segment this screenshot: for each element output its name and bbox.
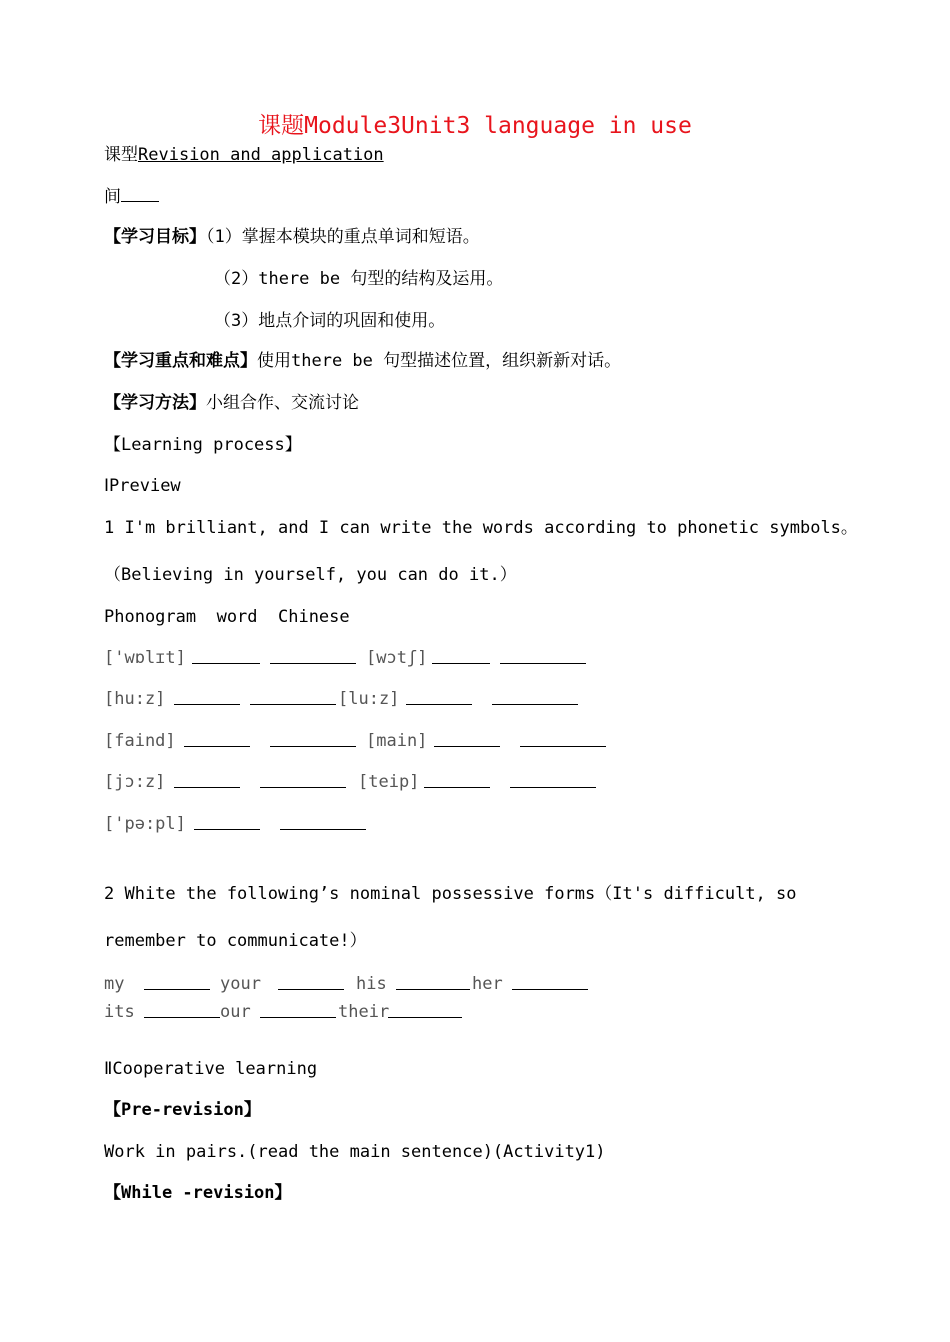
- while-revision-heading: 【While -revision】: [104, 1183, 292, 1203]
- word-blank[interactable]: [174, 688, 240, 705]
- chinese-blank[interactable]: [500, 647, 586, 664]
- phonetic-row-4: [104, 771, 824, 793]
- phonetic-4: [lu:z]: [338, 689, 400, 709]
- phonetic-row-5: [104, 813, 824, 835]
- page-title: 课题Module3Unit3 language in use: [258, 113, 692, 139]
- pronoun-my: my: [104, 974, 125, 994]
- pronoun-your: your: [220, 974, 261, 994]
- chinese-blank[interactable]: [510, 771, 596, 788]
- chinese-blank[interactable]: [520, 730, 606, 747]
- objective-item-2: （2）there be 句型的结构及运用。: [214, 269, 504, 289]
- pronoun-blank[interactable]: [144, 973, 210, 990]
- pronoun-our: our: [220, 1002, 251, 1022]
- key-points-line: [104, 350, 621, 372]
- task1-line2: （Believing in yourself, you can do it.）: [104, 565, 517, 585]
- time-label: 间: [104, 187, 121, 207]
- table-header: Phonogram word Chinese: [104, 607, 350, 627]
- word-blank[interactable]: [434, 730, 500, 747]
- pronoun-row-2: [104, 1001, 824, 1023]
- phonetic-1: ['wɒlɪt]: [104, 648, 186, 668]
- word-blank[interactable]: [432, 647, 490, 664]
- pronoun-their: their: [338, 1002, 390, 1022]
- objectives-label: 【学习目标】: [104, 227, 206, 247]
- pronoun-her: her: [472, 974, 503, 994]
- method-line: [104, 392, 359, 414]
- pronoun-blank[interactable]: [260, 1001, 336, 1018]
- chinese-blank[interactable]: [260, 771, 346, 788]
- word-blank[interactable]: [192, 647, 260, 664]
- pronoun-blank[interactable]: [278, 973, 344, 990]
- cooperative-heading: ⅡCooperative learning: [104, 1059, 318, 1079]
- phonetic-row-1: [104, 647, 824, 669]
- word-blank[interactable]: [194, 813, 260, 830]
- pronoun-its: its: [104, 1002, 135, 1022]
- process-heading: 【Learning process】: [104, 435, 302, 455]
- pre-revision-heading: 【Pre-revision】: [104, 1100, 261, 1120]
- course-type-line: [104, 144, 384, 166]
- phonetic-9: ['pə:pl]: [104, 814, 186, 834]
- pronoun-his: his: [356, 974, 387, 994]
- phonetic-2: [wɔtʃ]: [366, 648, 428, 668]
- task1-line1: 1 I'm brilliant, and I can write the words according to phonetic symbols。: [104, 518, 858, 538]
- chinese-blank[interactable]: [270, 647, 356, 664]
- word-blank[interactable]: [424, 771, 490, 788]
- pronoun-blank[interactable]: [396, 973, 470, 990]
- phonetic-8: [teip]: [358, 772, 420, 792]
- course-type-label: 课型: [104, 145, 138, 165]
- pronoun-row-1: [104, 973, 824, 995]
- time-line: [104, 185, 159, 208]
- phonetic-row-2: [104, 688, 824, 710]
- key-points-label: 【学习重点和难点】: [104, 351, 257, 371]
- phonetic-5: [faind]: [104, 731, 176, 751]
- time-blank[interactable]: [121, 185, 159, 202]
- phonetic-3: [hu:z]: [104, 689, 166, 709]
- course-type-value: Revision and application: [138, 145, 384, 165]
- pronoun-blank[interactable]: [144, 1001, 220, 1018]
- method-label: 【学习方法】: [104, 393, 206, 413]
- objectives-line: [104, 226, 480, 248]
- pair-work-line: Work in pairs.(read the main sentence)(Activity1): [104, 1142, 606, 1162]
- objective-item-1: （1）掌握本模块的重点单词和短语。: [206, 227, 480, 247]
- task2-line2: remember to communicate!）: [104, 931, 367, 951]
- word-blank[interactable]: [184, 730, 250, 747]
- phonetic-6: [main]: [366, 731, 428, 751]
- pronoun-blank[interactable]: [512, 973, 588, 990]
- chinese-blank[interactable]: [250, 688, 336, 705]
- objective-item-3: （3）地点介词的巩固和使用。: [214, 311, 446, 331]
- task2-line1: 2 White the following’s nominal possessive forms（It's difficult, so: [104, 884, 797, 904]
- preview-heading: ⅠPreview: [104, 476, 181, 496]
- key-points-text: 使用there be 句型描述位置，组织新新对话。: [257, 351, 622, 371]
- word-blank[interactable]: [406, 688, 472, 705]
- pronoun-blank[interactable]: [388, 1001, 462, 1018]
- chinese-blank[interactable]: [280, 813, 366, 830]
- word-blank[interactable]: [174, 771, 240, 788]
- chinese-blank[interactable]: [492, 688, 578, 705]
- phonetic-row-3: [104, 730, 824, 752]
- phonetic-7: [jɔ:z]: [104, 772, 166, 792]
- chinese-blank[interactable]: [270, 730, 356, 747]
- method-text: 小组合作、交流讨论: [206, 393, 359, 413]
